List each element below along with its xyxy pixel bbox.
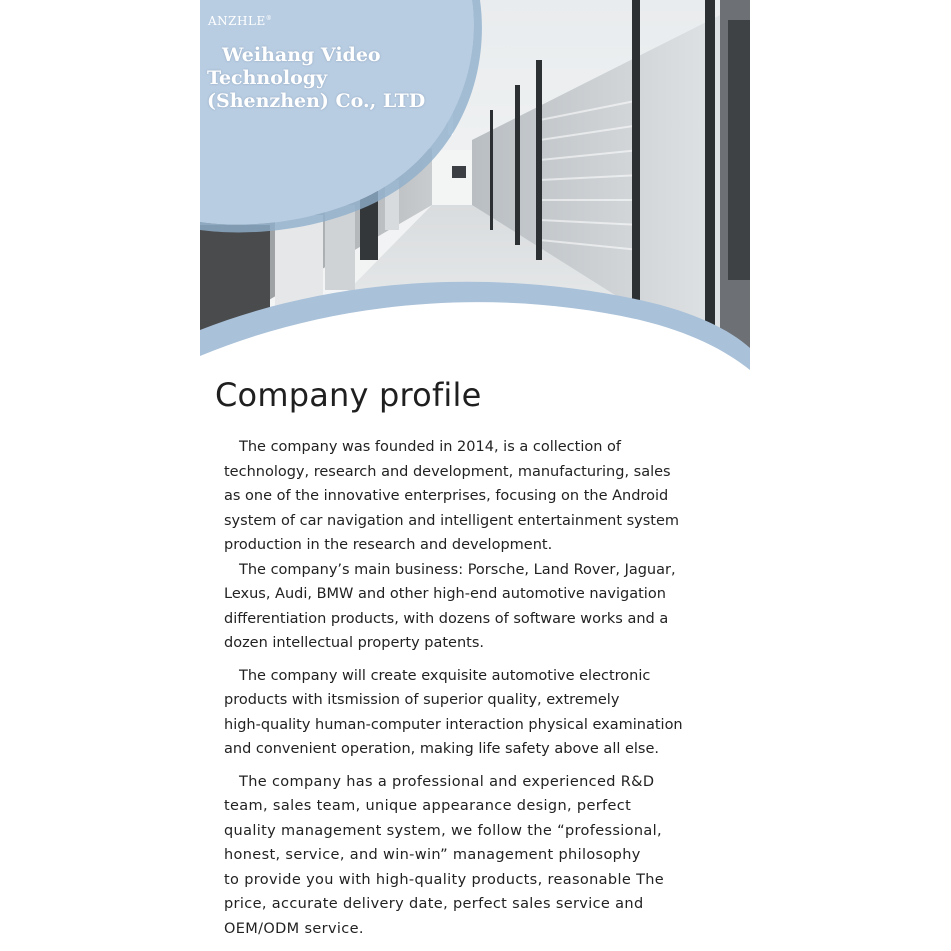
hero-banner [200,0,750,380]
product-description-page [200,0,750,951]
registered-mark: ® [265,15,273,22]
brand-logo [208,14,272,28]
section-title: Company profile [215,376,482,414]
company-name: Weihang Video Technology (Shenzhen) Co., LTD [207,44,426,112]
brand-name: ANZHLE [208,14,266,28]
profile-paragraph-2: The company’s main business: Porsche, Land Rover, Jaguar, Lexus, Audi, BMW and other high-end automotive navigation differentiation products, with dozens of software works and a dozen intellectual property patents. [224,561,676,651]
profile-paragraph-3: The company will create exquisite automotive electronic products with itsmission of superior quality, extremely high-quality human-computer interaction physical examination and convenient operation, making life safety above all else. [224,667,683,757]
profile-paragraph-4: The company has a professional and experienced R&D team, sales team, unique appearance design, perfect quality management system, we follow the “professional, honest, service, and win-win” management philosophy to provide you with high-quality products, reasonable The price, accurate delivery date, perfect sales service and OEM/ODM service. [224,773,665,937]
profile-body [224,435,724,941]
profile-paragraph-1: The company was founded in 2014, is a collection of technology, research and development, manufacturing, sales as one of the innovative enterprises, focusing on the Android system of car navigation and intelligent entertainment system production in the research and development. [224,439,680,553]
